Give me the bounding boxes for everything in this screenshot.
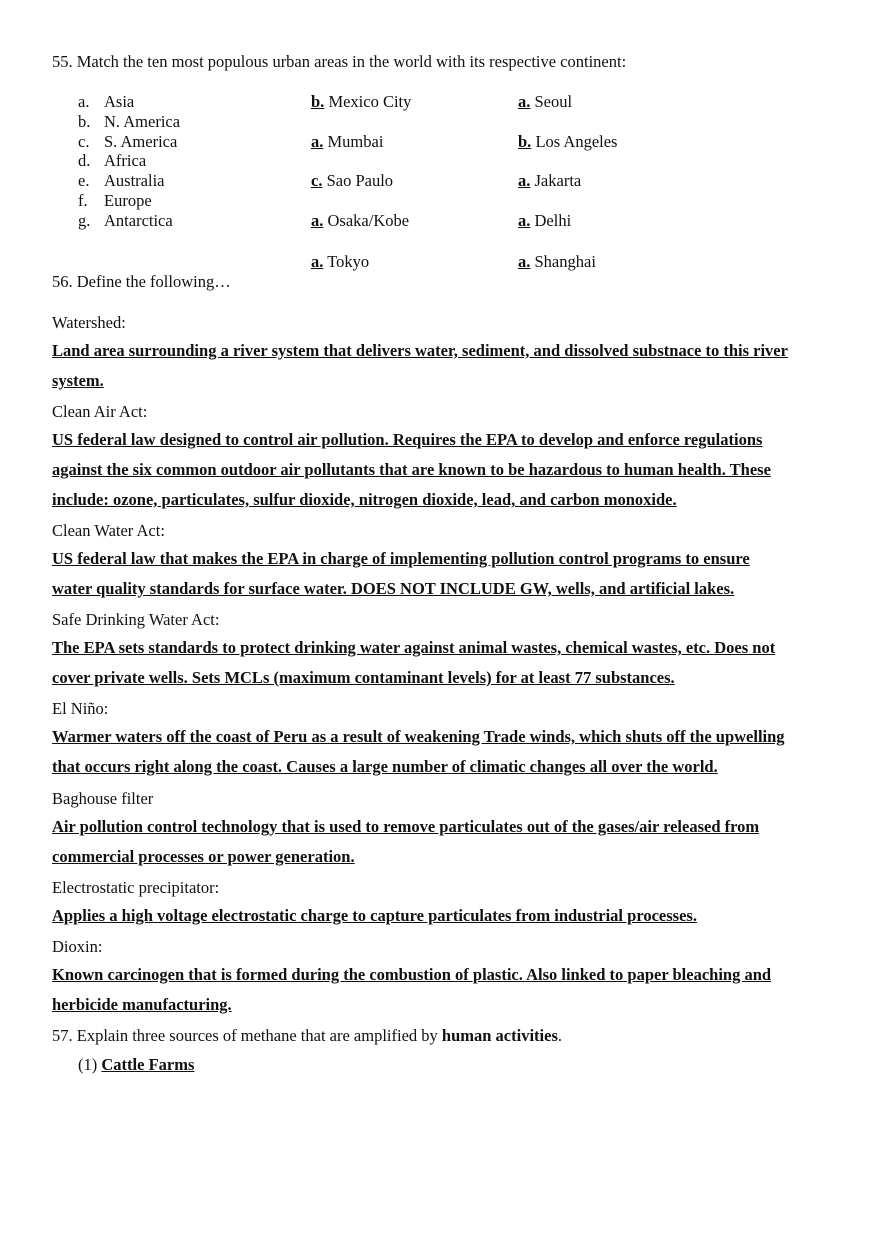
term-definition: Warmer waters off the coast of Peru as a result of weakening Trade winds, which shuts off the upwelling that occurs right along the coast. Causes a large number of climatic changes all over the world. (52, 727, 785, 776)
list-item: b. N. America (78, 112, 181, 131)
q55-prompt: 55. Match the ten most populous urban areas in the world with its respective continent: (52, 52, 627, 71)
term-label: Safe Drinking Water Act: (52, 610, 220, 629)
city-answer: a. Shanghai (518, 252, 596, 271)
city-answer: a. Delhi (518, 211, 572, 230)
q57-answer: (1) Cattle Farms (78, 1055, 195, 1074)
term-definition: Applies a high voltage electrostatic charge to capture particulates from industrial processes. (52, 906, 697, 925)
list-item: d. Africa (78, 151, 147, 170)
term-label: Clean Air Act: (52, 402, 148, 421)
term-definition: The EPA sets standards to protect drinking water against animal wastes, chemical wastes, etc. Does not cover private wells. Sets MCLs (maximum contaminant levels) for at least 77 substances. (52, 638, 776, 687)
city-answer: a. Mumbai (311, 132, 384, 151)
list-item: a. Asia (78, 92, 135, 111)
list-item: f. Europe (78, 191, 152, 210)
city-answer: a. Osaka/Kobe (311, 211, 410, 230)
q57-prompt: 57. Explain three sources of methane that are amplified by human activities. (52, 1026, 562, 1045)
q56-prompt: 56. Define the following… (52, 272, 231, 291)
term-definition: Land area surrounding a river system that delivers water, sediment, and dissolved substnace to this river system. (52, 341, 788, 390)
term-label: Baghouse filter (52, 789, 154, 808)
term-definition: US federal law that makes the EPA in charge of implementing pollution control programs to ensure water quality standards for surface water. DOES NOT INCLUDE GW, wells, and artificial lakes. (52, 549, 750, 598)
city-answer: b. Mexico City (311, 92, 412, 111)
term-label: Clean Water Act: (52, 521, 165, 540)
term-label: Dioxin: (52, 937, 103, 956)
city-answer: a. Jakarta (518, 171, 582, 190)
term-definition: US federal law designed to control air pollution. Requires the EPA to develop and enforce regulations against the six common outdoor air pollutants that are known to be hazardous to human health. These include: ozone, particulates, sulfur dioxide, nitrogen dioxide, lead, and carbon monoxide. (52, 430, 771, 509)
term-label: Watershed: (52, 313, 126, 332)
city-answer: a. Seoul (518, 92, 573, 111)
city-answer: b. Los Angeles (518, 132, 618, 151)
city-answer: c. Sao Paulo (311, 171, 394, 190)
list-item: e. Australia (78, 171, 165, 190)
list-item: c. S. America (78, 132, 178, 151)
list-item: g. Antarctica (78, 211, 173, 230)
term-definition: Known carcinogen that is formed during the combustion of plastic. Also linked to paper bleaching and herbicide manufacturing. (52, 965, 772, 1014)
term-label: El Niño: (52, 699, 109, 718)
term-label: Electrostatic precipitator: (52, 878, 220, 897)
city-answer: a. Tokyo (311, 252, 370, 271)
term-definition: Air pollution control technology that is used to remove particulates out of the gases/air released from commercial processes or power generation. (52, 817, 760, 866)
